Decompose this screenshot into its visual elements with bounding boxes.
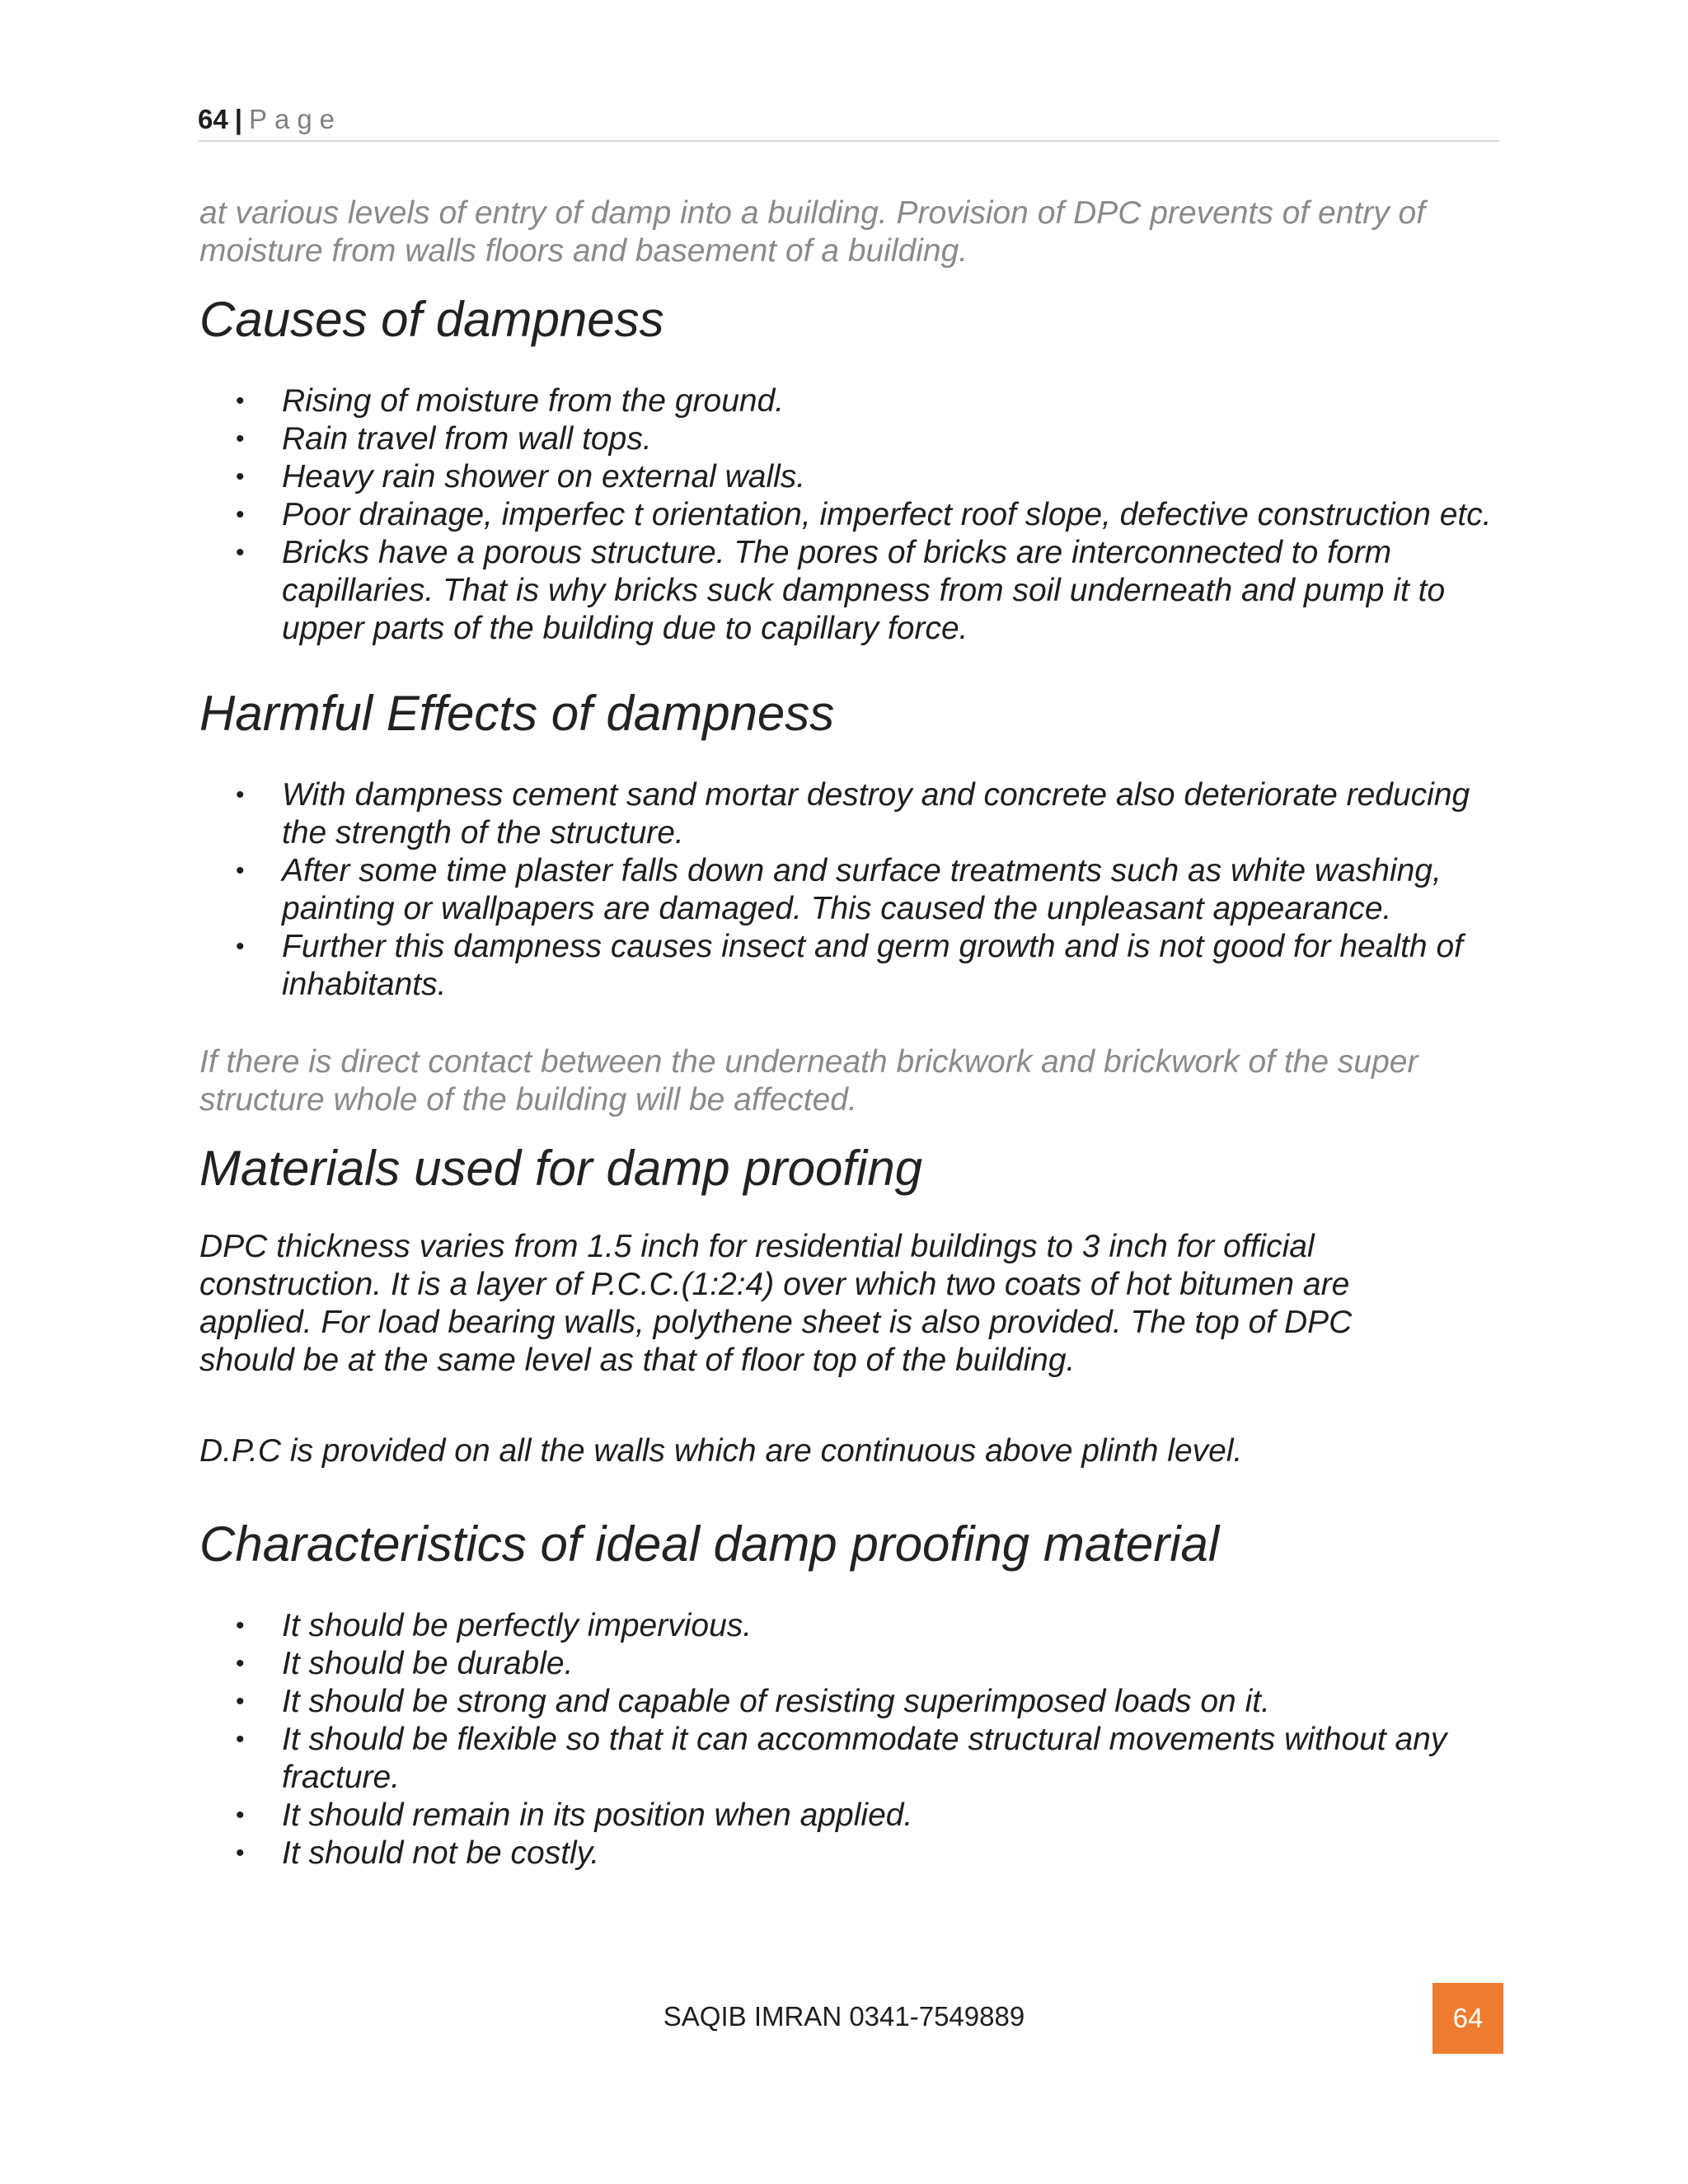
bullet-icon: • xyxy=(236,1650,245,1677)
bullet-icon: • xyxy=(236,501,245,528)
list-item: • Rising of moisture from the ground. xyxy=(236,383,785,419)
effects-note: If there is direct contact between the underneath brickwork and brickwork of the super structure whole of the building will be affected. xyxy=(199,1044,1418,1118)
effects-heading: Harmful Effects of dampness xyxy=(199,686,835,741)
bullet-icon: • xyxy=(236,1726,245,1753)
page-header xyxy=(198,99,1500,142)
materials-paragraph-1: DPC thickness varies from 1.5 inch for residential buildings to 3 inch for official construction. It is a layer of P.C.C.(1:2:4) over which two coats of hot bitumen are applied. For load bearing walls, polythene sheet is also provided. The top of DPC should be at the same level as that of floor top of the building. xyxy=(199,1229,1353,1378)
list-item: • It should be flexible so that it can accommodate structural movements without any fracture. xyxy=(236,1722,1447,1795)
intro-paragraph: at various levels of entry of damp into a building. Provision of DPC prevents of entry of moisture from walls floors and basement of a building. xyxy=(199,195,1426,269)
bullet-icon: • xyxy=(236,933,245,960)
bullet-icon: • xyxy=(236,1688,245,1715)
list-item: • It should be perfectly impervious. xyxy=(236,1608,753,1643)
characteristics-heading: Characteristics of ideal damp proofing material xyxy=(199,1516,1220,1572)
bullet-icon: • xyxy=(236,1802,245,1829)
header-page-number: 64 xyxy=(198,104,228,134)
list-item: • With dampness cement sand mortar destroy and concrete also deteriorate reducing the strength of the structure. xyxy=(236,777,1470,851)
causes-list xyxy=(199,382,1502,648)
page-number-badge: 64 xyxy=(1432,1983,1503,2054)
bullet-icon: • xyxy=(236,1840,245,1867)
list-item: • After some time plaster falls down and surface treatments such as white washing, painting or wallpapers are damaged. This caused the unpleasant appearance. xyxy=(236,853,1442,926)
bullet-icon: • xyxy=(236,425,245,452)
list-item: • It should not be costly. xyxy=(236,1835,600,1871)
header-page-word: Page xyxy=(248,104,343,134)
effects-list xyxy=(199,776,1502,1004)
list-item: • Rain travel from wall tops. xyxy=(236,421,652,457)
bullet-icon: • xyxy=(236,539,245,566)
characteristics-list xyxy=(199,1607,1502,1872)
materials-paragraph-2: D.P.C is provided on all the walls which are continuous above plinth level. xyxy=(199,1433,1243,1469)
causes-heading: Causes of dampness xyxy=(199,292,664,347)
list-item: • Heavy rain shower on external walls. xyxy=(236,459,806,494)
bullet-icon: • xyxy=(236,463,245,490)
list-item: • Poor drainage, imperfec t orientation, imperfect roof slope, defective construction etc. xyxy=(236,497,1492,532)
header-separator: | xyxy=(234,104,242,134)
list-item: • It should be strong and capable of resisting superimposed loads on it. xyxy=(236,1684,1270,1719)
list-item: • Further this dampness causes insect and germ growth and is not good for health of inhabitants. xyxy=(236,929,1463,1002)
footer-author: SAQIB IMRAN 0341-7549889 xyxy=(663,2001,1025,2032)
bullet-icon: • xyxy=(236,1612,245,1639)
list-item: • It should be durable. xyxy=(236,1646,574,1681)
materials-heading: Materials used for damp proofing xyxy=(199,1141,923,1196)
bullet-icon: • xyxy=(236,387,245,415)
list-item: • Bricks have a porous structure. The pores of bricks are interconnected to form capillaries. That is why bricks suck dampness from soil underneath and pump it to upper parts of the building due to capillary force. xyxy=(236,535,1446,646)
page-content xyxy=(199,194,1502,1872)
bullet-icon: • xyxy=(236,781,245,808)
list-item: • It should remain in its position when applied. xyxy=(236,1797,913,1833)
bullet-icon: • xyxy=(236,857,245,884)
